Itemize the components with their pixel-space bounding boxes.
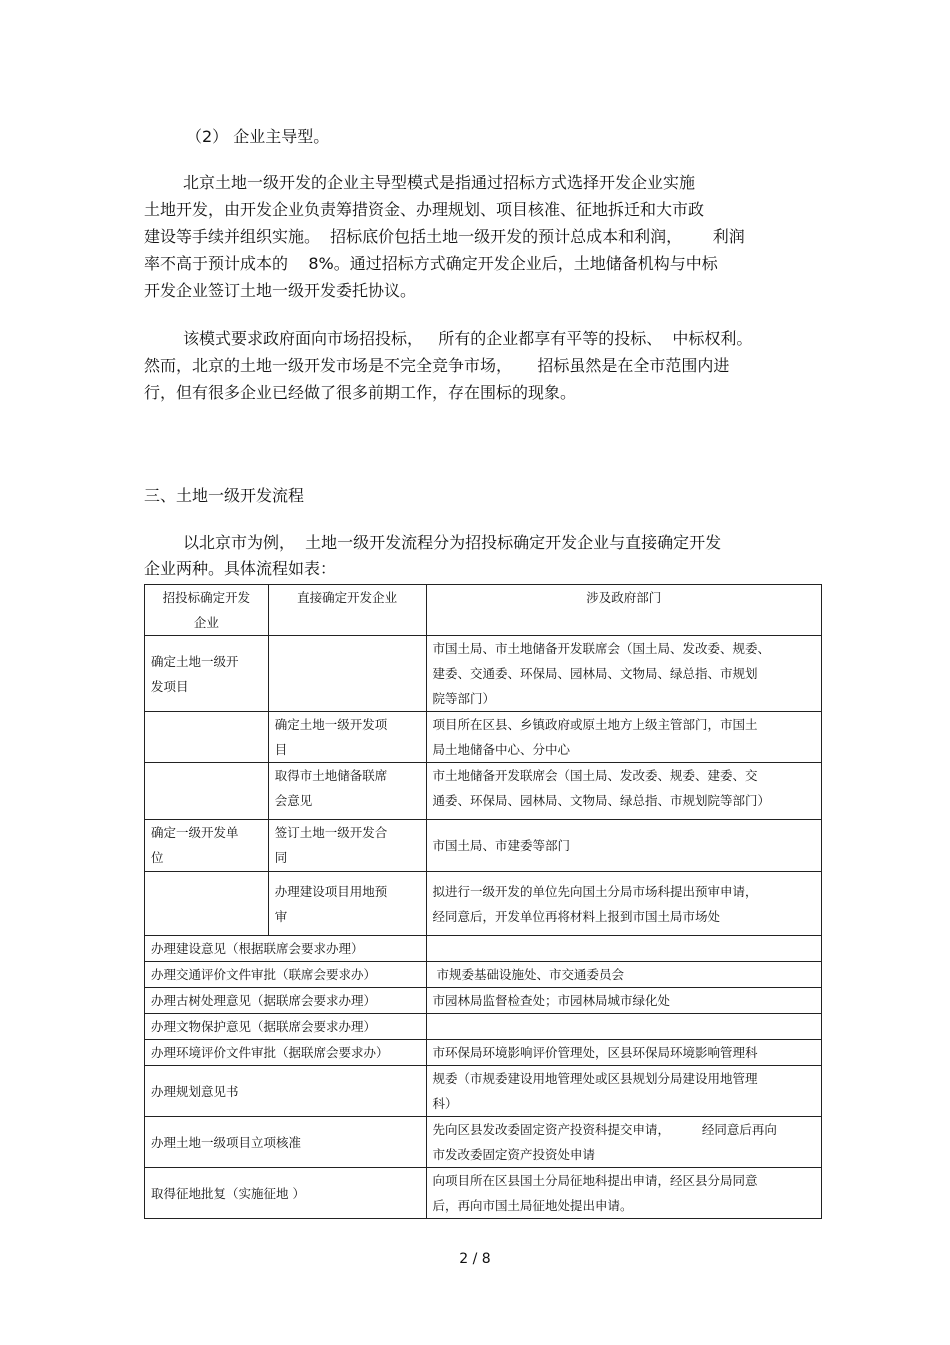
- paragraph-1-line-5: 开发企业签订土地一级开发委托协议。: [144, 281, 417, 300]
- table-row: [145, 872, 822, 936]
- paragraph-3-line-2: 企业两种。具体流程如表：: [144, 559, 337, 578]
- table-row: [145, 1117, 822, 1168]
- table-row: [145, 988, 822, 1014]
- table-row: [145, 1066, 822, 1117]
- cell-dept: 向项目所在区县国土分局征地科提出申请，经区县分局同意 后，再向市国土局征地处提出申请。: [426, 1168, 821, 1219]
- paragraph-1-line-2: 土地开发，由开发企业负责筹措资金、办理规划、项目核准、征地拆迁和大市政: [144, 200, 705, 219]
- cell-direct: 办理建设项目用地预 审: [268, 872, 426, 936]
- cell-dept: 项目所在区县、乡镇政府或原土地方上级主管部门，市国土 局土地储备中心、分中心: [426, 712, 821, 763]
- paragraph-2-line-2: 然而，北京的土地一级开发市场是不完全竞争市场， 招标虽然是在全市范围内进: [144, 356, 730, 375]
- header-departments: 涉及政府部门: [426, 585, 821, 636]
- cell-item: 办理文物保护意见（据联席会要求办理）: [145, 1014, 427, 1040]
- table-row: [145, 712, 822, 763]
- paragraph-1-line-3: 建设等手续并组织实施。 招标底价包括土地一级开发的预计总成本和利润， 利润: [144, 227, 745, 246]
- paragraph-1-line-1: 北京土地一级开发的企业主导型模式是指通过招标方式选择开发企业实施: [183, 173, 696, 192]
- cell-item: 办理规划意见书: [145, 1066, 427, 1117]
- paragraph-2-line-3: 行，但有很多企业已经做了很多前期工作，存在围标的现象。: [144, 383, 577, 402]
- cell-direct: 签订土地一级开发合 同: [268, 820, 426, 872]
- cell-direct: 确定土地一级开发项 目: [268, 712, 426, 763]
- cell-dept: 先向区县发改委固定资产投资科提交申请， 经同意后再向 市发改委固定资产投资处申请: [426, 1117, 821, 1168]
- cell-item: 办理交通评价文件审批（联席会要求办）: [145, 962, 427, 988]
- process-table: [144, 584, 822, 1219]
- cell-item: 办理建设意见（根据联席会要求办理）: [145, 936, 427, 962]
- table-row: [145, 820, 822, 872]
- cell-bidding: 确定一级开发单 位: [145, 820, 269, 872]
- subsection-heading: （2） 企业主导型。: [186, 127, 330, 146]
- table-row: [145, 962, 822, 988]
- cell-item: 办理环境评价文件审批（据联席会要求办）: [145, 1040, 427, 1066]
- table-header-row: [145, 585, 822, 636]
- cell-item: 办理古树处理意见（据联席会要求办理）: [145, 988, 427, 1014]
- table-row: [145, 1040, 822, 1066]
- cell-dept: 市土地储备开发联席会（国土局、发改委、规委、建委、交 通委、环保局、园林局、文物局、绿总指、市规划院等部门）: [426, 763, 821, 820]
- table-row: [145, 936, 822, 962]
- header-bidding: 招投标确定开发 企业: [145, 585, 269, 636]
- cell-dept: 拟进行一级开发的单位先向国土分局市场科提出预审申请， 经同意后，开发单位再将材料上报到市国土局市场处: [426, 872, 821, 936]
- cell-dept: 市规委基础设施处、市交通委员会: [426, 962, 821, 988]
- paragraph-3-line-1: 以北京市为例， 土地一级开发流程分为招投标确定开发企业与直接确定开发: [183, 533, 722, 552]
- cell-dept: 市国土局、市土地储备开发联席会（国土局、发改委、规委、 建委、交通委、环保局、园林局、文物局、绿总指、市规划 院等部门）: [426, 636, 821, 712]
- table-row: [145, 763, 822, 820]
- cell-bidding: [145, 872, 269, 936]
- cell-dept: [426, 936, 821, 962]
- table-row: [145, 1168, 822, 1219]
- cell-dept: 规委（市规委建设用地管理处或区县规划分局建设用地管理 科）: [426, 1066, 821, 1117]
- table-row: [145, 636, 822, 712]
- cell-dept: 市园林局监督检查处；市园林局城市绿化处: [426, 988, 821, 1014]
- page-number: 2 / 8: [459, 1251, 491, 1267]
- header-direct: 直接确定开发企业: [268, 585, 426, 636]
- cell-dept: 市国土局、市建委等部门: [426, 820, 821, 872]
- cell-dept: 市环保局环境影响评价管理处，区县环保局环境影响管理科: [426, 1040, 821, 1066]
- cell-dept: [426, 1014, 821, 1040]
- cell-bidding: 确定土地一级开 发项目: [145, 636, 269, 712]
- cell-direct: [268, 636, 426, 712]
- paragraph-1-line-4: 率不高于预计成本的 8%。通过招标方式确定开发企业后，土地储备机构与中标: [144, 254, 718, 273]
- cell-direct: 取得市土地储备联席 会意见: [268, 763, 426, 820]
- section-title: 三、土地一级开发流程: [144, 486, 305, 505]
- cell-item: 取得征地批复（实施征地 ）: [145, 1168, 427, 1219]
- cell-bidding: [145, 763, 269, 820]
- table-row: [145, 1014, 822, 1040]
- cell-bidding: [145, 712, 269, 763]
- paragraph-2-line-1: 该模式要求政府面向市场招投标， 所有的企业都享有平等的投标、 中标权利。: [183, 329, 753, 348]
- cell-item: 办理土地一级项目立项核准: [145, 1117, 427, 1168]
